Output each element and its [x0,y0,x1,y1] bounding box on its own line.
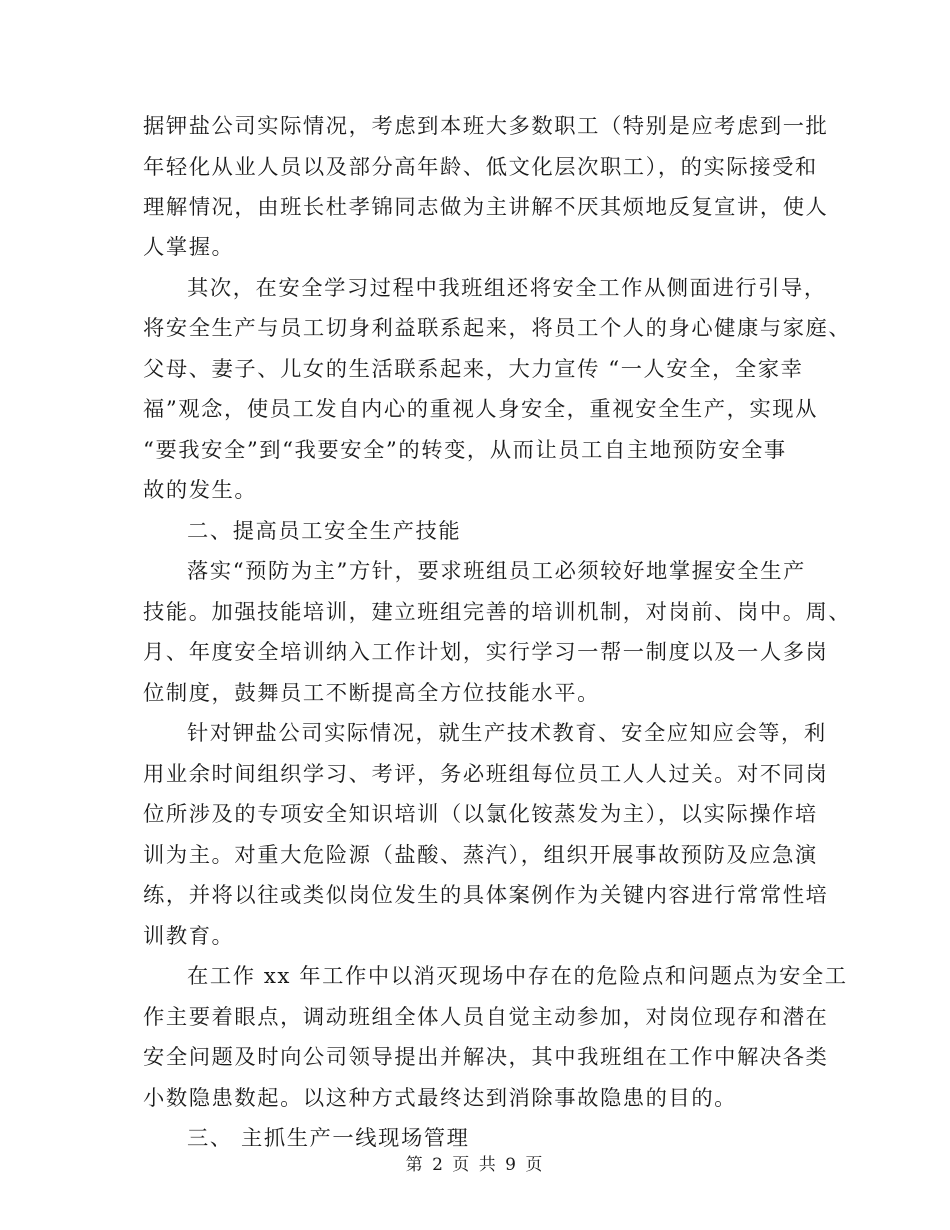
text-line: 福”观念，使员工发自内心的重视人身安全，重视安全生产，实现从 [143,397,818,422]
text-line: 技能。加强技能培训，建立班组完善的培训机制，对岗前、岗中。周、 [143,600,852,625]
page-number-footer: 第 2 页 共 9 页 [405,1155,545,1175]
text-line: 理解情况，由班长杜孝锦同志做为主讲解不厌其烦地反复宣讲，使人 [143,195,829,220]
text-line: 针对钾盐公司实际情况，就生产技术教育、安全应知应会等，利 [187,721,827,746]
text-line: 落实“预防为主”方针，要求班组员工必须较好地掌握安全生产 [187,559,806,584]
text-line: 练，并将以往或类似岗位发生的具体案例作为关键内容进行常常性培 [143,883,829,908]
text-line: 据钾盐公司实际情况，考虑到本班大多数职工（特别是应考虑到一批 [143,114,829,139]
section-heading: 三、 主抓生产一线现场管理 [187,1126,470,1151]
text-line: 父母、妻子、儿女的生活联系起来，大力宣传 “一人安全，全家幸 [143,357,804,382]
text-line: “要我安全”到“我要安全”的转变，从而让员工自主地预防安全事 [143,438,787,463]
text-line: 月、年度安全培训纳入工作计划，实行学习一帮一制度以及一人多岗 [143,640,829,665]
text-line: 位制度，鼓舞员工不断提高全方位技能水平。 [143,681,600,706]
text-line: 人掌握。 [143,235,235,260]
text-line: 训教育。 [143,924,235,949]
text-line: 安全问题及时向公司领导提出并解决，其中我班组在工作中解决各类 [143,1045,829,1070]
text-line: 作主要着眼点，调动班组全体人员自觉主动参加，对岗位现存和潜在 [143,1005,829,1030]
text-line: 年轻化从业人员以及部分高年龄、低文化层次职工），的实际接受和 [143,155,818,180]
section-heading: 二、提高员工安全生产技能 [187,519,462,544]
text-line: 其次，在安全学习过程中我班组还将安全工作从侧面进行引导， [187,276,827,301]
text-line: 训为主。对重大危险源（盐酸、蒸汽），组织开展事故预防及应急演 [143,843,818,868]
text-line: 位所涉及的专项安全知识培训（以氯化铵蒸发为主），以实际操作培 [143,802,818,827]
text-line: 将安全生产与员工切身利益联系起来，将员工个人的身心健康与家庭、 [143,316,852,341]
text-line: 在工作 xx 年工作中以消灭现场中存在的危险点和问题点为安全工 [187,964,848,989]
text-line: 故的发生。 [143,478,258,503]
text-line: 小数隐患数起。以这种方式最终达到消除事故隐患的目的。 [143,1086,738,1111]
text-line: 用业余时间组织学习、考评，务必班组每位员工人人过关。对不同岗 [143,762,829,787]
